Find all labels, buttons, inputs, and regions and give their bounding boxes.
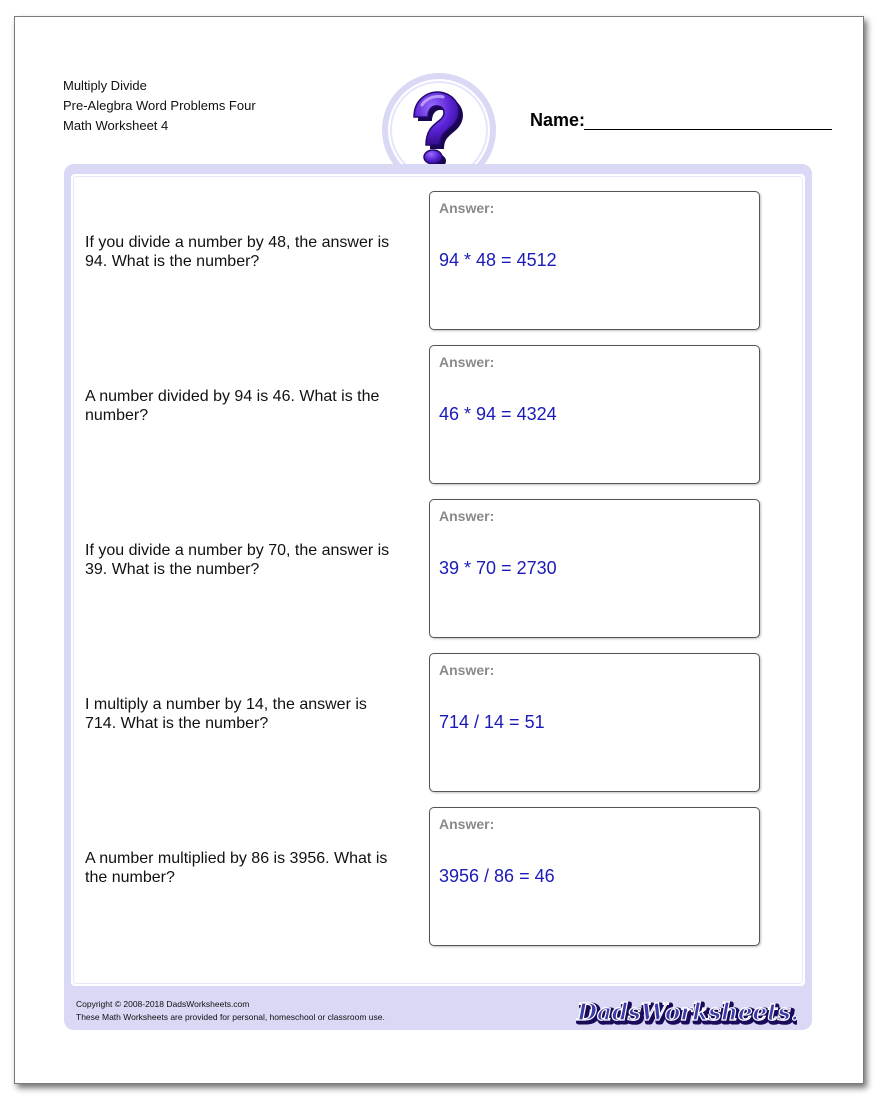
answer-label: Answer:: [439, 508, 495, 524]
brand-logo-text: DadsWorksheets.: [577, 999, 797, 1026]
name-line: [584, 129, 832, 130]
problem-question: A number divided by 94 is 46. What is the number?: [85, 388, 380, 424]
answer-label: Answer:: [439, 662, 495, 678]
brand-logo-shadow: DadsWorksheets: [579, 1001, 793, 1028]
answer-value: 39 * 70 = 2730: [439, 558, 557, 578]
problem-item: [0, 807, 800, 947]
problem-question: If you divide a number by 48, the answer is 94. What is the number?: [85, 234, 390, 270]
answer-value: 3956 / 86 = 46: [439, 866, 555, 886]
answer-label: Answer:: [439, 200, 495, 216]
worksheet-title-block: [63, 76, 256, 136]
usage-notice: These Math Worksheets are provided for personal, homeschool or classroom use.: [76, 1012, 385, 1022]
answer-label: Answer:: [439, 354, 495, 370]
answer-box: [429, 345, 760, 484]
name-field[interactable]: [530, 110, 832, 132]
problem-item: [0, 499, 800, 639]
name-label: Name:: [530, 110, 586, 130]
problem-question: If you divide a number by 70, the answer is 39. What is the number?: [85, 542, 390, 578]
problem-question: A number multiplied by 86 is 3956. What is the number?: [85, 850, 388, 886]
answer-value: 94 * 48 = 4512: [439, 250, 557, 270]
brand-logo: [575, 994, 797, 1030]
copyright-text: Copyright © 2008-2018 DadsWorksheets.com: [76, 999, 250, 1009]
footer-text: [76, 998, 385, 1024]
problem-question: I multiply a number by 14, the answer is 714. What is the number?: [85, 696, 367, 732]
answer-label: Answer:: [439, 816, 495, 832]
answer-value: 46 * 94 = 4324: [439, 404, 557, 424]
answer-value: 714 / 14 = 51: [439, 712, 545, 732]
answer-box: [429, 499, 760, 638]
title-line-1: Multiply Divide: [63, 78, 147, 93]
title-line-3: Math Worksheet 4: [63, 118, 169, 133]
problem-item: [0, 653, 800, 793]
problem-item: [0, 345, 800, 485]
answer-box: [429, 807, 760, 946]
answer-box: [429, 191, 760, 330]
answer-box: [429, 653, 760, 792]
problem-item: [0, 191, 800, 331]
title-line-2: Pre-Alegbra Word Problems Four: [63, 98, 256, 113]
